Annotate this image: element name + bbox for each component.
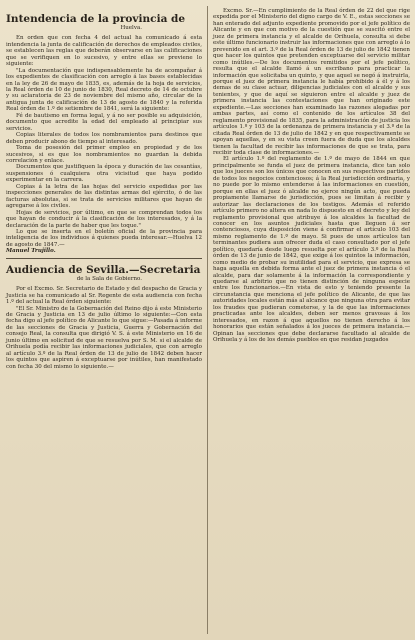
paragraph: Toma de posesión del primer empleo en propiedad y de los sucesivos, si es que los nombramientos no guardan la debida correlación y enlace.: [6, 145, 202, 165]
article-subheading: de la Sala de Gobierno.: [76, 275, 142, 282]
article-heading: Audiencia de Sevilla.—Secretaria: [6, 263, 201, 276]
paragraph: Hojas de servicios, por último, en que se comprendan todos los que hayan de conducir á la clasificación de los interesados, y á la declaración de la parte de haber que les toque.": [6, 209, 202, 229]
article-subheading: Huelva.: [120, 25, 142, 31]
signature: Manuel Trujillo.: [6, 248, 56, 255]
column-divider: [207, 6, 208, 634]
paragraph: "La documentación que indispensablemente ha de acompañar á los expedientes de clasificación con arreglo á las bases establecidas en la ley de 26 de mayo de 1835, es, además de la hoja de servicios, la Real órden de 10 de junio de 1830, Real decreto de 14 de octubre y su aclaratoria de 23 de noviembre del mismo año, circular de la antigua junta de calificación de 13 de agosto de 1840 y la referida Real órden de 1.º de setiembre de 1841, será la siguiente:: [6, 67, 202, 113]
paragraph: Fé de bautismo en forma legal, y á no ser posible su adquisición, documento que acredite la edad del empleado al principiar sus servicios.: [6, 112, 202, 132]
paragraph: Copias literales de todos los nombramientos para destinos que deben producir abono de tiempo al interesado.: [6, 132, 202, 145]
right-column: [213, 8, 410, 634]
paragraph: Excmo. Sr.—En cumplimiento de la Real órden de 22 del que rige expedida por el Ministerio del digno cargo de V. E., estas secciones se han enterado del adjunto expediente promovido por el jefe político de Alicante y en que con motivo de la cuestión que se suscitó entre el juez de primera instancia y el alcalde de Orihuela, consulta si debe este último funcionario instruir las informaciones que con arreglo á lo prevenido en el art. 3.º de la Real órden de 13 de julio de 1842 tienen que hacer los quintos que pretenden exceptuarse del servicio militar como inútiles.—De los documentos remitidos por el jefe político, resulta que el alcalde llamó á un escribano para practicar la información que solicitaba un quinto, y que aquel se negó á instruirla, porque el juez de primera instancia le había prohibido á él y á los demas de su clase actuar, diligencias judiciales con el alcalde y sus tenientes, y que de aquí se siguieron entre el alcalde y juez de primera instancia las contestaciones que han originado este expediente.—Las secciones han examinado las razones alegadas por ambas partes, así como el contenido de los artículos 38 del reglamento provisional de 1835, para la administración de justicia los artículos 1.º y 103 de la ordenanza de primera instancia y el 3.º de la citada Real órden de 13 de julio de 1842 y en que respectivamente se apoyan aquellas, y en su vista creen fuera de duda que los alcaldes tienen la facultad de recibir las informaciones de que se trata, para recibir toda clase de informaciones.—: [213, 8, 410, 156]
paragraph: "El Sr. Ministro de la Gobernación del Reino dijo á este Ministerio de Gracia y Justicia en 13 de julio último lo siguiente:—Con esta fecha digo al jefe político de Alicante lo que sigue:—Pasada á informe de las secciones de Gracia y Justicia, Guerra y Gobernación del consejo Real, la consulta que dirigió V. S. á este Ministerio en 16 de junio último en solicitud de que se resuelva por S. M. si el alcalde de Orihuela podía recibir las informaciones judiciales, que con arreglo al artículo 3.º de la Real órden de 13 de julio de 1842 deben hacer los quintos que aspiren á exceptuarse por inútiles, han manifestado con fecha 30 del mismo lo siguiente.—: [6, 305, 202, 370]
paragraph: En orden que con fecha 4 del actual ha comunicado á esta intendencia la junta de calificación de derechos de empleados civiles, se establecen las reglas que deberán observarse en las calificaciones que se verifiquen en lo sucesivo, y entre ellas se previene lo siguiente:: [6, 35, 202, 68]
paragraph: Copias á la letra de las hojas del servicio expedidas por las inspecciones generales de las distintas armas del ejército, ó de las facturas absolutas, si se trata de servicios militares que hayan de agregarse á los civiles.: [6, 183, 202, 210]
paragraph: Lo que se inserta en el boletín oficial de la provincia para inteligencia de los individuos á quienes pueda interesar.—Huelva 12 de agosto de 1847.—: [6, 229, 202, 248]
section-divider: [6, 258, 202, 259]
article-audiencia-sevilla: [6, 265, 202, 370]
paragraph: El artículo 1.º del reglamento de 1.º de mayo de 1844 en que principalmente se funda el juez de primera instancia, dice tan solo que los jueces son los únicos que conocen en sus respectivos partidos de todos los negocios contenciosos; á la Real jurisdicción ordinaria, y no puede por lo mismo entenderse á las informaciones en cuestión, porque en ellas el juez ó alcalde no ejerce ningún acto, que pueda propiamente llamarse de jurisdicción, pues se limitan á recibir y autorizar las declaraciones de los testigos. Además el referido artículo primero no altera en nada lo dispuesto en el decreto y ley del reglamento provisional que atribuye á los alcaldes la facultad de conocer en los asuntos judiciales hasta que lleguen á ser contenciosos, cuya disposición viene á confirmar el artículo 103 del mismo reglamento de 1.º de mayo. Si pues de unos artículos tan terminantes pudiera aun ofrecer duda el caso consultado por el jefe político, quedaría desde luego resuelta por el artículo 3.º de la Real órden de 13 de junio de 1842, que exige á los quintos la información, como medio de probar su inutilidad para el servicio, que expresa se haga aquella en debida forma ante el juez de primera instancia ó el alcalde, para dar solamente á la información la correspondiente y quedarse al arbitrio que no tienen distinción de ninguna especie entre los funcionarios.—En vista de esto y teniendo presente la circunstancia que menciona el jefe político de Alicante, de que las autoridades locales están más al alcance que ninguna otra para evitar los fraudes que pudieran cometerse, y la de que las informaciones practicadas ante los alcaldes, deben ser menos gravosas á los interesados, en razon á que aquellos no tienen derecho á los honorarios que están señalados á los jueces de primera instancia.—Opinan las secciones que debe declararse facultado al alcalde de Orihuela y á los de los demás pueblos en que residan juzgados: [213, 156, 410, 344]
article-intendencia-huelva: [6, 14, 202, 255]
article-heading: Intendencia de la provincia de: [6, 13, 186, 25]
paragraph: Documentos que justifiquen la época y duración de las cesantías, suspensiones ó cualquiera otra vicisitud que haya podido experimentar en la carrera.: [6, 164, 202, 184]
paragraph: Por el Excmo. Sr. Secretario de Estado y del despacho de Gracia y Justicia se ha comunicado al Sr. Regente de esta audiencia con fecha 1.º del actual la Real órden siguiente:: [6, 286, 202, 306]
left-column: [6, 8, 202, 634]
